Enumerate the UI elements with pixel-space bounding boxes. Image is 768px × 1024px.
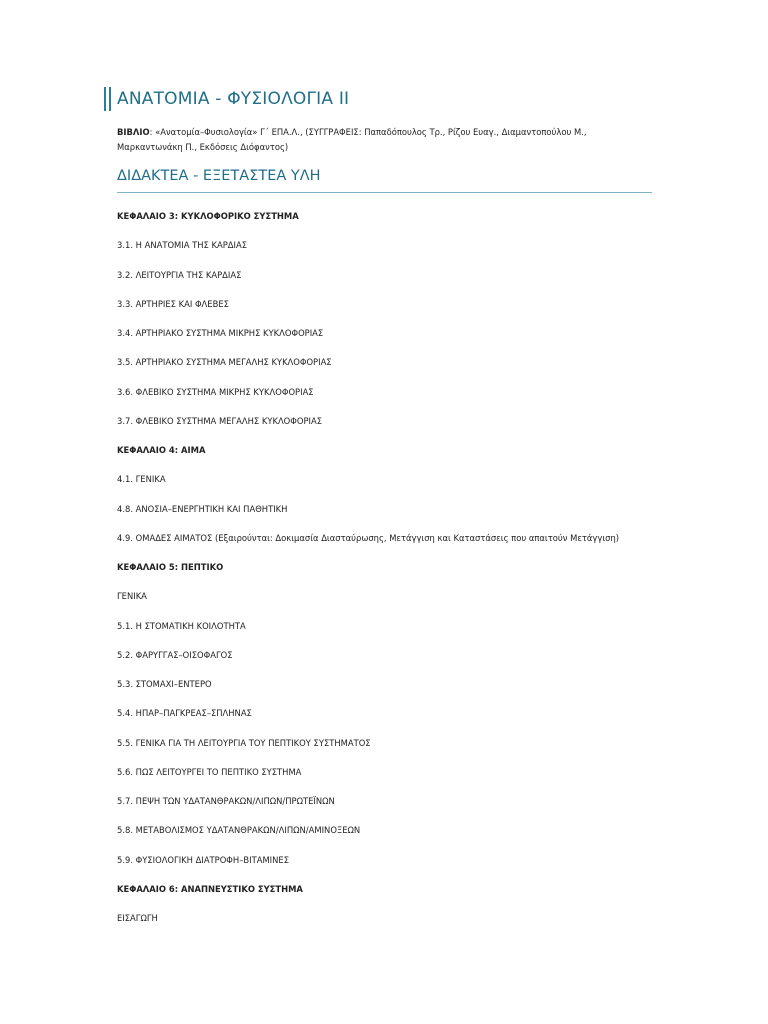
section-item: 3.1. Η ΑΝΑΤΟΜΙΑ ΤΗΣ ΚΑΡΔΙΑΣ [117,240,247,250]
section-item: ΕΙΣΑΓΩΓΗ [117,913,158,923]
section-item: 5.7. ΠΕΨΗ ΤΩΝ ΥΔΑΤΑΝΘΡΑΚΩΝ/ΛΙΠΩΝ/ΠΡΩΤΕΪΝΩΝ [117,796,335,806]
book-details-line1: : «Ανατομία–Φυσιολογία» Γ΄ ΕΠΑ.Λ., (ΣΥΓΓΡΑΦΕΙΣ: Παπαδόπουλος Τρ., Ρίζου Ευαγ., Διαμαντοπούλου Μ., [149,127,587,137]
page-title: ΑΝΑΤΟΜΙΑ - ΦΥΣΙΟΛΟΓΙΑ ΙΙ [117,89,350,109]
section-item: 3.3. ΑΡΤΗΡΙΕΣ ΚΑΙ ΦΛΕΒΕΣ [117,299,229,309]
section-item: 5.6. ΠΩΣ ΛΕΙΤΟΥΡΓΕΙ ΤΟ ΠΕΠΤΙΚΟ ΣΥΣΤΗΜΑ [117,767,302,777]
section-item: 3.2. ΛΕΙΤΟΥΡΓΙΑ ΤΗΣ ΚΑΡΔΙΑΣ [117,270,242,280]
book-label: ΒΙΒΛΙΟ [117,127,150,137]
chapter-heading: ΚΕΦΑΛΑΙΟ 4: ΑΙΜΑ [117,445,206,455]
section-item: 5.4. ΗΠΑΡ–ΠΑΓΚΡΕΑΣ–ΣΠΛΗΝΑΣ [117,708,252,718]
section-item: 5.8. ΜΕΤΑΒΟΛΙΣΜΟΣ ΥΔΑΤΑΝΘΡΑΚΩΝ/ΛΙΠΩΝ/ΑΜΙΝΟΞΕΩΝ [117,825,361,835]
section-item: 3.7. ΦΛΕΒΙΚΟ ΣΥΣΤΗΜΑ ΜΕΓΑΛΗΣ ΚΥΚΛΟΦΟΡΙΑΣ [117,416,322,426]
book-reference [117,125,657,155]
chapter-heading: ΚΕΦΑΛΑΙΟ 3: ΚΥΚΛΟΦΟΡΙΚΟ ΣΥΣΤΗΜΑ [117,211,299,221]
section-item: 5.5. ΓΕΝΙΚΑ ΓΙΑ ΤΗ ΛΕΙΤΟΥΡΓΙΑ ΤΟΥ ΠΕΠΤΙΚΟΥ ΣΥΣΤΗΜΑΤΟΣ [117,738,371,748]
section-item: 3.5. ΑΡΤΗΡΙΑΚΟ ΣΥΣΤΗΜΑ ΜΕΓΑΛΗΣ ΚΥΚΛΟΦΟΡΙΑΣ [117,357,332,367]
section-item: ΓΕΝΙΚΑ [117,591,147,601]
section-divider [117,192,652,193]
section-item: 5.9. ΦΥΣΙΟΛΟΓΙΚΗ ΔΙΑΤΡΟΦΗ–ΒΙΤΑΜΙΝΕΣ [117,855,289,865]
title-row [104,86,349,112]
section-item: 4.8. ΑΝΟΣΙΑ–ΕΝΕΡΓΗΤΙΚΗ ΚΑΙ ΠΑΘΗΤΙΚΗ [117,504,288,514]
double-bar-icon [104,87,111,111]
section-item: 5.2. ΦΑΡΥΓΓΑΣ–ΟΙΣΟΦΑΓΟΣ [117,650,233,660]
section-item: 5.3. ΣΤΟΜΑΧΙ–ΕΝΤΕΡΟ [117,679,212,689]
section-item: 4.9. ΟΜΑΔΕΣ ΑΙΜΑΤΟΣ (Εξαιρούνται: Δοκιμασία Διασταύρωσης, Μετάγγιση και Καταστάσεις που απαιτούν Μετάγγιση) [117,533,620,543]
section-heading: ΔΙΔΑΚΤΕΑ - ΕΞΕΤΑΣΤΕΑ ΥΛΗ [117,168,321,184]
section-item: 3.4. ΑΡΤΗΡΙΑΚΟ ΣΥΣΤΗΜΑ ΜΙΚΡΗΣ ΚΥΚΛΟΦΟΡΙΑΣ [117,328,324,338]
chapter-heading: ΚΕΦΑΛΑΙΟ 6: ΑΝΑΠΝΕΥΣΤΙΚΟ ΣΥΣΤΗΜΑ [117,884,303,894]
chapter-heading: ΚΕΦΑΛΑΙΟ 5: ΠΕΠΤΙΚΟ [117,562,224,572]
book-details-line2: Μαρκαντωνάκη Π., Εκδόσεις Διόφαντος) [117,142,289,152]
section-item: 3.6. ΦΛΕΒΙΚΟ ΣΥΣΤΗΜΑ ΜΙΚΡΗΣ ΚΥΚΛΟΦΟΡΙΑΣ [117,387,314,397]
section-item: 4.1. ΓΕΝΙΚΑ [117,474,166,484]
section-item: 5.1. Η ΣΤΟΜΑΤΙΚΗ ΚΟΙΛΟΤΗΤΑ [117,621,246,631]
